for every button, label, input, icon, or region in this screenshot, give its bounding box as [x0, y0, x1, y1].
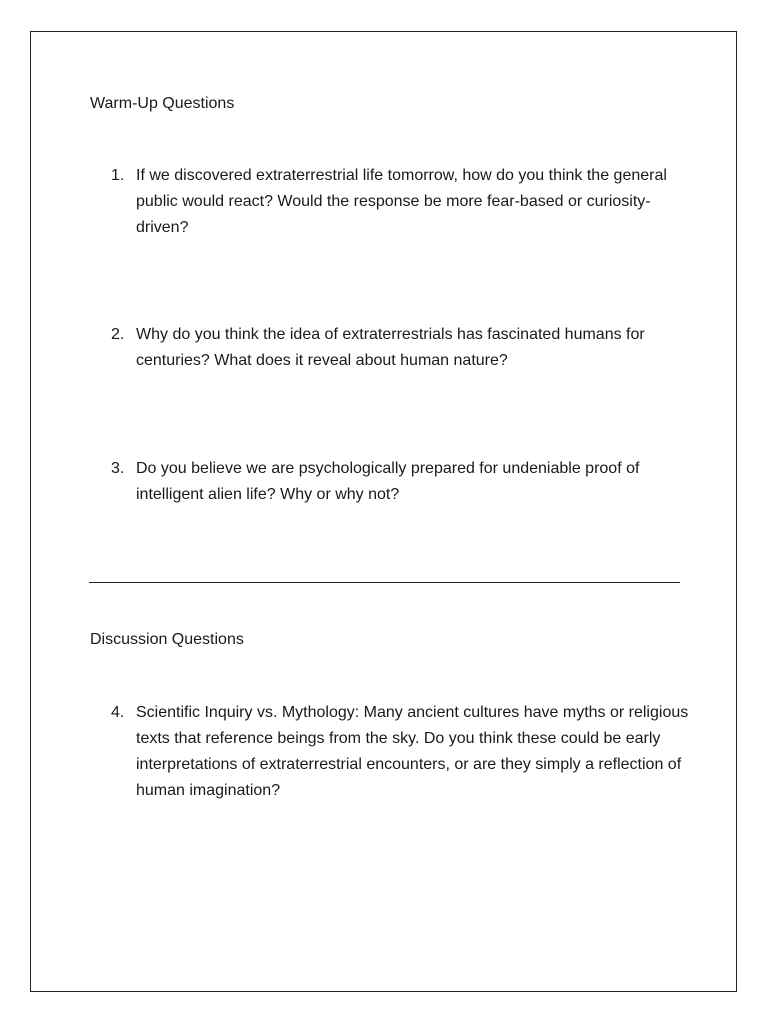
question-text-3: Do you believe we are psychologically prepared for undeniable proof of intelligent alien life? Why or why not?	[136, 460, 640, 503]
question-number-3: 3.	[111, 460, 125, 477]
question-item-2	[111, 322, 691, 374]
discussion-heading: Discussion Questions	[90, 631, 244, 648]
question-text-4: Scientific Inquiry vs. Mythology: Many ancient cultures have myths or religious texts that reference beings from the sky. Do you think these could be early interpretations of extraterrestrial encounters, or are they simply a reflection of human imagination?	[136, 704, 689, 799]
question-text-1: If we discovered extraterrestrial life tomorrow, how do you think the general public would react? Would the response be more fear-based or curiosity-driven?	[136, 167, 667, 236]
document-page	[30, 31, 737, 992]
question-item-3	[111, 456, 691, 508]
question-item-1	[111, 163, 691, 241]
question-number-1: 1.	[111, 167, 125, 184]
question-item-4	[111, 700, 691, 804]
section-divider	[89, 582, 680, 583]
question-number-4: 4.	[111, 704, 125, 721]
warmup-heading: Warm-Up Questions	[90, 95, 235, 112]
question-text-2: Why do you think the idea of extraterrestrials has fascinated humans for centuries? What does it reveal about human nature?	[136, 326, 645, 369]
question-number-2: 2.	[111, 326, 125, 343]
